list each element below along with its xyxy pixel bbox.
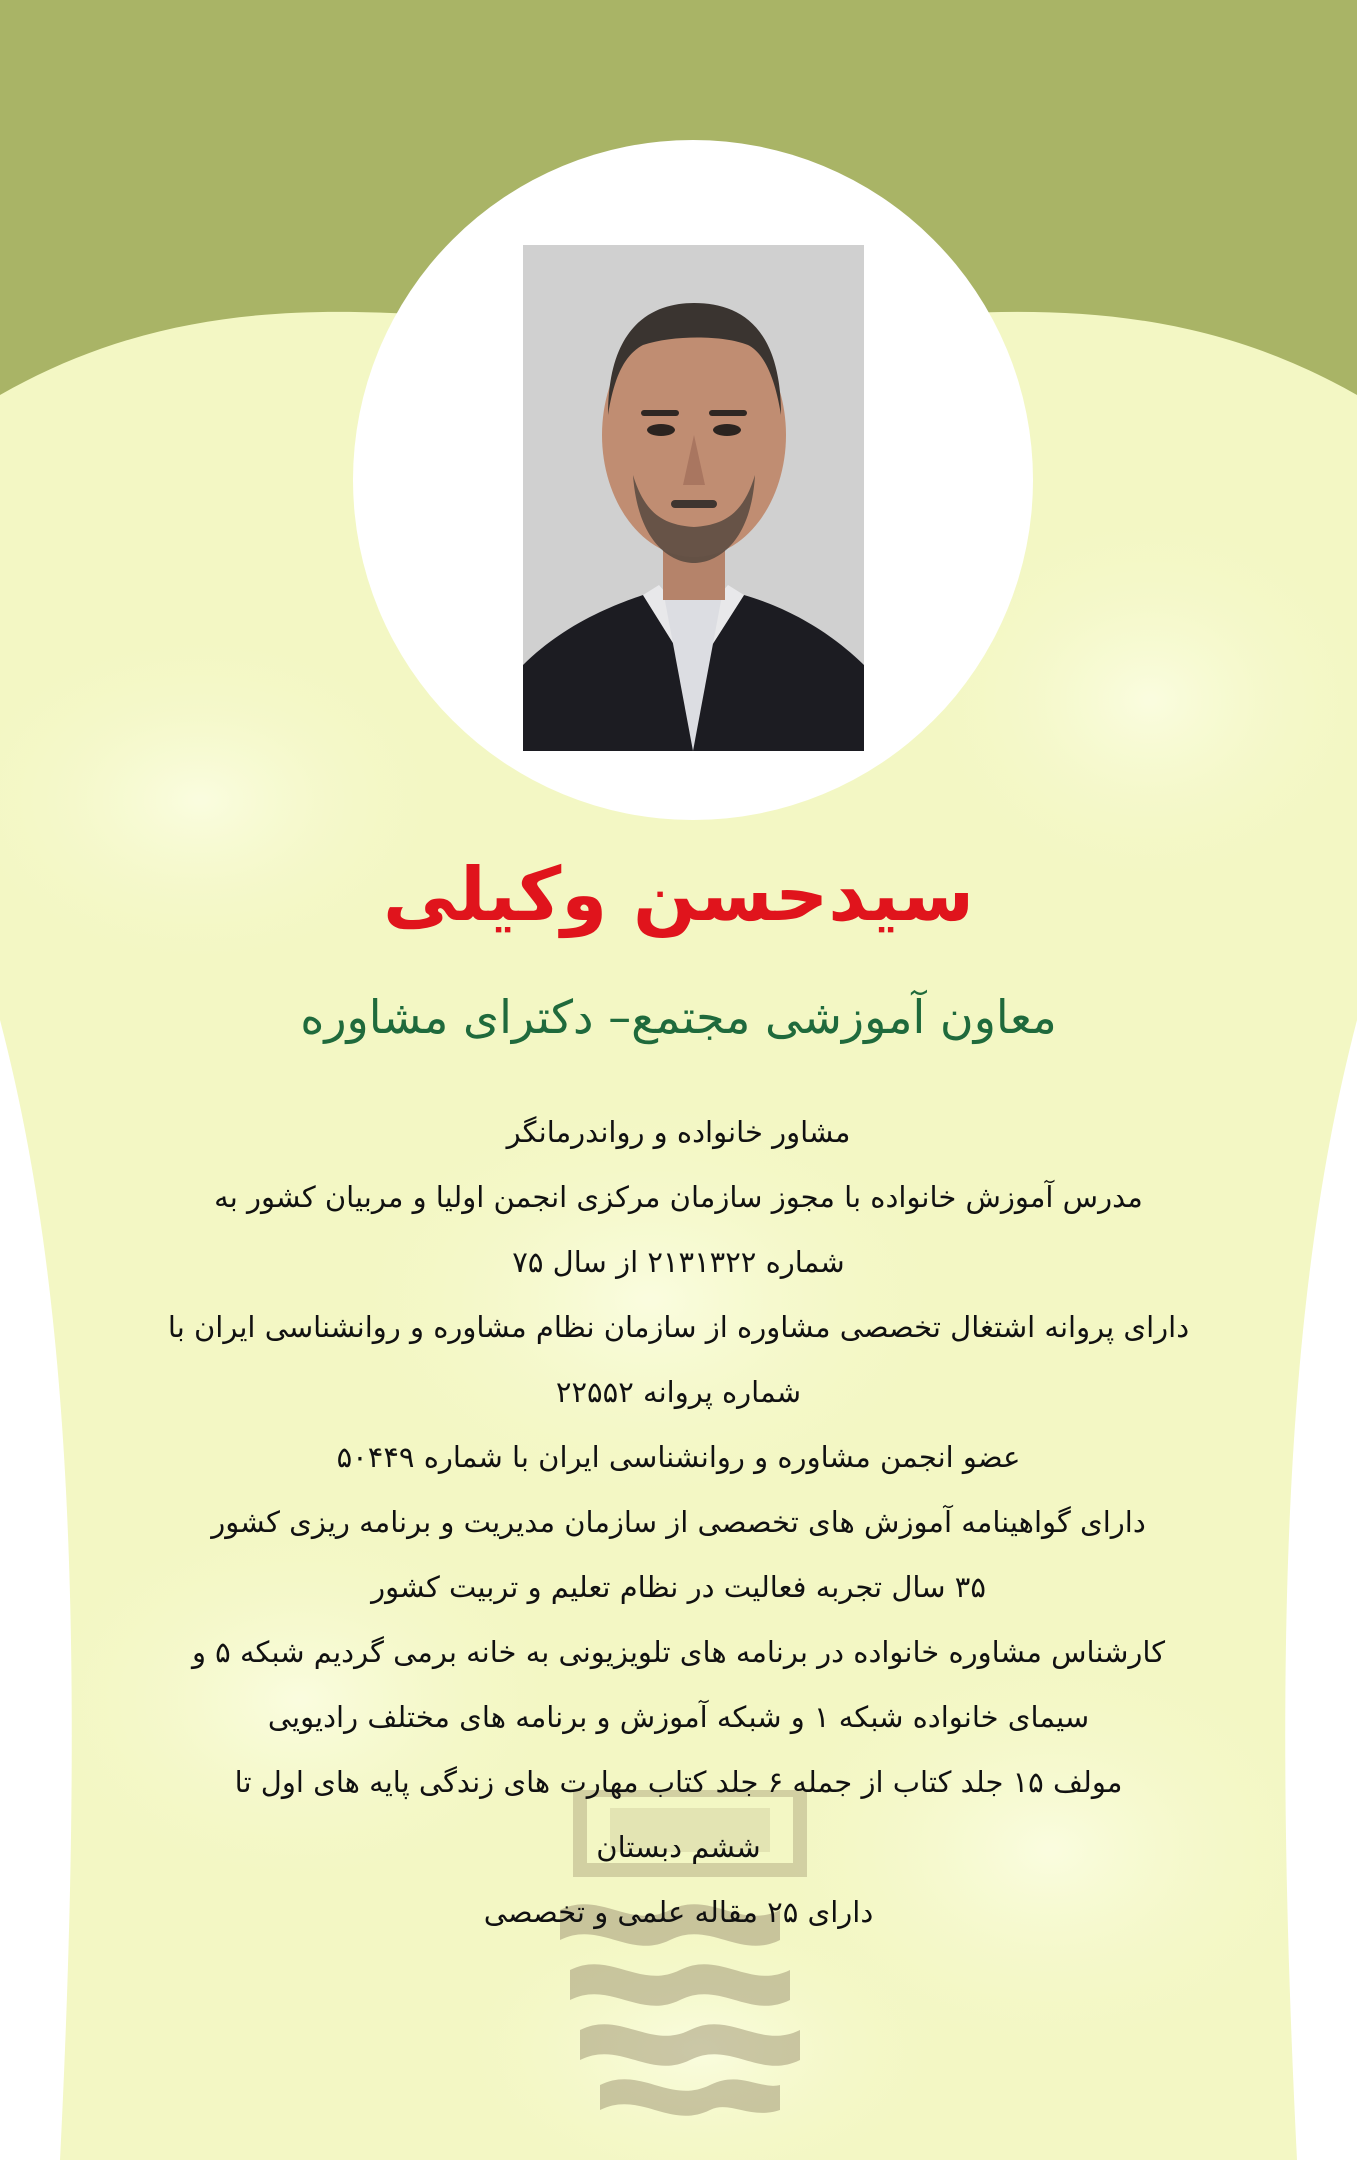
bio-line: شماره پروانه ۲۲۵۵۲ — [555, 1375, 802, 1409]
bio-line: ششم دبستان — [596, 1830, 761, 1864]
bio-line: عضو انجمن مشاوره و روانشناسی ایران با شماره ۵۰۴۴۹ — [336, 1440, 1021, 1474]
bio-line: مولف ۱۵ جلد کتاب از جمله ۶ جلد کتاب مهارت های زندگی پایه های اول تا — [234, 1765, 1123, 1799]
bio-line: دارای پروانه اشتغال تخصصی مشاوره از سازمان نظام مشاوره و روانشناسی ایران با — [167, 1310, 1190, 1344]
bio-line: ۳۵ سال تجربه فعالیت در نظام تعلیم و تربیت کشور — [371, 1570, 986, 1604]
person-name: سیدحسن وکیلی — [382, 852, 975, 938]
bio-line: شماره ۲۱۳۱۳۲۲ از سال ۷۵ — [512, 1245, 845, 1279]
biography — [150, 1100, 1207, 1945]
bio-line: دارای ۲۵ مقاله علمی و تخصصی — [483, 1895, 874, 1929]
person-title: معاون آموزشی مجتمع– دکترای مشاوره — [300, 990, 1057, 1044]
portrait-photo — [523, 245, 864, 751]
bio-line: مدرس آموزش خانواده با مجوز سازمان مرکزی انجمن اولیا و مربیان کشور به — [214, 1180, 1143, 1214]
bio-line: کارشناس مشاوره خانواده در برنامه های تلویزیونی به خانه برمی گردیم شبکه ۵ و — [191, 1635, 1166, 1669]
bio-line: سیمای خانواده شبکه ۱ و شبکه آموزش و برنامه های مختلف رادیویی — [267, 1700, 1090, 1734]
bio-line: مشاور خانواده و رواندرمانگر — [506, 1115, 851, 1149]
bio-line: دارای گواهینامه آموزش های تخصصی از سازمان مدیریت و برنامه ریزی کشور — [211, 1505, 1146, 1539]
